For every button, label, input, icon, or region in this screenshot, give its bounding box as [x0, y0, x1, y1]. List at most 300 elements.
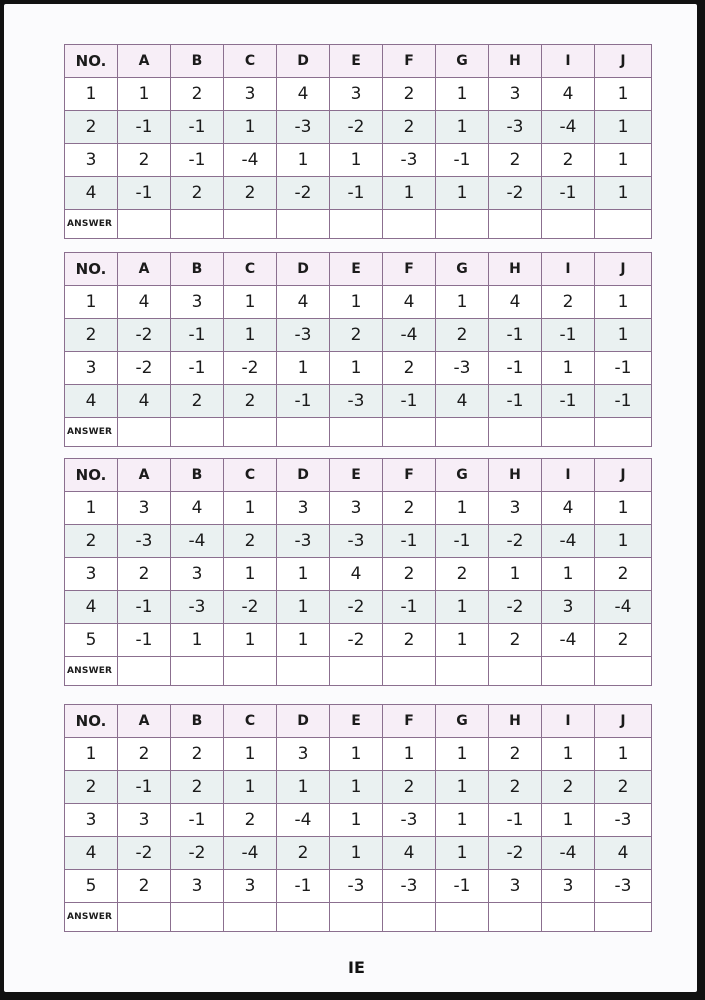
value-cell: 1 [542, 558, 595, 591]
column-header-i: I [542, 459, 595, 492]
value-cell: -4 [542, 624, 595, 657]
value-cell: -3 [383, 804, 436, 837]
value-cell: 1 [224, 492, 277, 525]
value-cell: -3 [489, 111, 542, 144]
value-cell: 3 [224, 78, 277, 111]
value-cell: -1 [436, 870, 489, 903]
value-cell: 3 [489, 870, 542, 903]
table-row [65, 804, 652, 837]
answer-cell[interactable] [542, 418, 595, 447]
number-table-1 [64, 44, 652, 239]
value-cell: -2 [489, 525, 542, 558]
column-header-j: J [595, 45, 652, 78]
value-cell: -4 [224, 144, 277, 177]
answer-cell[interactable] [595, 418, 652, 447]
value-cell: 2 [383, 111, 436, 144]
value-cell: -4 [542, 525, 595, 558]
column-header-f: F [383, 705, 436, 738]
value-cell: 1 [224, 624, 277, 657]
answer-row [65, 657, 652, 686]
value-cell: 4 [277, 78, 330, 111]
answer-cell[interactable] [595, 903, 652, 932]
value-cell: -1 [595, 352, 652, 385]
value-cell: -3 [277, 111, 330, 144]
answer-cell[interactable] [118, 657, 171, 686]
value-cell: 3 [171, 558, 224, 591]
value-cell: 2 [224, 804, 277, 837]
table-row [65, 352, 652, 385]
value-cell: 4 [383, 837, 436, 870]
row-number-cell: 5 [65, 624, 118, 657]
column-header-b: B [171, 459, 224, 492]
number-table-4 [64, 704, 652, 932]
column-header-g: G [436, 45, 489, 78]
answer-cell[interactable] [383, 210, 436, 239]
column-header-g: G [436, 459, 489, 492]
column-header-c: C [224, 253, 277, 286]
answer-cell[interactable] [224, 903, 277, 932]
value-cell: 1 [436, 286, 489, 319]
column-header-e: E [330, 45, 383, 78]
value-cell: 4 [436, 385, 489, 418]
value-cell: 2 [595, 558, 652, 591]
row-number-cell: 3 [65, 558, 118, 591]
value-cell: -2 [224, 591, 277, 624]
value-cell: 1 [436, 837, 489, 870]
answer-cell[interactable] [383, 657, 436, 686]
answer-label: ANSWER [65, 903, 118, 932]
answer-cell[interactable] [489, 418, 542, 447]
value-cell: -4 [542, 837, 595, 870]
answer-cell[interactable] [383, 903, 436, 932]
value-cell: -2 [224, 352, 277, 385]
table-header-row [65, 253, 652, 286]
value-cell: 2 [171, 771, 224, 804]
table-row [65, 492, 652, 525]
column-header-a: A [118, 459, 171, 492]
value-cell: 2 [277, 837, 330, 870]
value-cell: -3 [330, 385, 383, 418]
value-cell: -1 [330, 177, 383, 210]
value-cell: 2 [542, 144, 595, 177]
value-cell: -3 [595, 870, 652, 903]
value-cell: -1 [171, 111, 224, 144]
column-header-d: D [277, 705, 330, 738]
value-cell: 4 [330, 558, 383, 591]
value-cell: 1 [330, 144, 383, 177]
column-header-b: B [171, 705, 224, 738]
answer-cell[interactable] [330, 210, 383, 239]
answer-cell[interactable] [330, 657, 383, 686]
value-cell: -2 [118, 352, 171, 385]
value-cell: -1 [383, 591, 436, 624]
column-header-c: C [224, 45, 277, 78]
column-header-h: H [489, 705, 542, 738]
value-cell: -1 [171, 144, 224, 177]
value-cell: -1 [118, 111, 171, 144]
answer-cell[interactable] [224, 418, 277, 447]
answer-cell[interactable] [436, 210, 489, 239]
value-cell: 1 [436, 591, 489, 624]
value-cell: 1 [595, 319, 652, 352]
value-cell: 1 [436, 177, 489, 210]
column-header-no: NO. [65, 459, 118, 492]
value-cell: -3 [330, 870, 383, 903]
value-cell: -3 [118, 525, 171, 558]
table-row [65, 78, 652, 111]
column-header-e: E [330, 705, 383, 738]
value-cell: -3 [330, 525, 383, 558]
value-cell: -1 [542, 319, 595, 352]
value-cell: 2 [171, 78, 224, 111]
value-cell: -3 [277, 525, 330, 558]
value-cell: 1 [118, 78, 171, 111]
table-row [65, 144, 652, 177]
value-cell: 1 [489, 558, 542, 591]
value-cell: 1 [224, 558, 277, 591]
value-cell: 2 [330, 319, 383, 352]
answer-cell[interactable] [224, 210, 277, 239]
value-cell: -1 [383, 525, 436, 558]
value-cell: 2 [489, 144, 542, 177]
answer-cell[interactable] [224, 657, 277, 686]
answer-cell[interactable] [277, 657, 330, 686]
value-cell: -2 [277, 177, 330, 210]
value-cell: 1 [224, 771, 277, 804]
value-cell: 1 [277, 771, 330, 804]
value-cell: -1 [171, 352, 224, 385]
value-cell: -1 [542, 177, 595, 210]
answer-cell[interactable] [383, 418, 436, 447]
answer-cell[interactable] [330, 903, 383, 932]
column-header-g: G [436, 253, 489, 286]
value-cell: 3 [489, 78, 542, 111]
value-cell: 1 [330, 804, 383, 837]
value-cell: -4 [277, 804, 330, 837]
value-cell: 2 [118, 738, 171, 771]
column-header-d: D [277, 45, 330, 78]
value-cell: -2 [489, 837, 542, 870]
value-cell: 1 [330, 352, 383, 385]
column-header-e: E [330, 253, 383, 286]
answer-cell[interactable] [436, 903, 489, 932]
column-header-f: F [383, 45, 436, 78]
value-cell: 1 [383, 738, 436, 771]
value-cell: 1 [595, 492, 652, 525]
value-cell: -3 [436, 352, 489, 385]
value-cell: -2 [489, 591, 542, 624]
value-cell: 2 [489, 624, 542, 657]
value-cell: 1 [330, 771, 383, 804]
answer-cell[interactable] [277, 418, 330, 447]
value-cell: -4 [383, 319, 436, 352]
value-cell: 2 [436, 558, 489, 591]
value-cell: 2 [224, 525, 277, 558]
value-cell: 1 [595, 144, 652, 177]
value-cell: 2 [118, 558, 171, 591]
value-cell: -2 [171, 837, 224, 870]
answer-cell[interactable] [542, 657, 595, 686]
value-cell: 1 [330, 837, 383, 870]
row-number-cell: 4 [65, 591, 118, 624]
column-header-f: F [383, 253, 436, 286]
value-cell: 1 [436, 804, 489, 837]
value-cell: 2 [436, 319, 489, 352]
value-cell: 2 [118, 870, 171, 903]
row-number-cell: 1 [65, 78, 118, 111]
table-row [65, 870, 652, 903]
value-cell: -1 [171, 804, 224, 837]
value-cell: -1 [277, 870, 330, 903]
worksheet-page [4, 4, 697, 992]
answer-cell[interactable] [171, 657, 224, 686]
row-number-cell: 3 [65, 352, 118, 385]
table-row [65, 771, 652, 804]
value-cell: 1 [595, 286, 652, 319]
column-header-i: I [542, 45, 595, 78]
value-cell: -1 [118, 591, 171, 624]
column-header-b: B [171, 253, 224, 286]
column-header-a: A [118, 45, 171, 78]
row-number-cell: 4 [65, 385, 118, 418]
column-header-h: H [489, 45, 542, 78]
answer-cell[interactable] [542, 903, 595, 932]
value-cell: -1 [595, 385, 652, 418]
row-number-cell: 2 [65, 525, 118, 558]
answer-cell[interactable] [171, 903, 224, 932]
value-cell: -2 [118, 319, 171, 352]
value-cell: 1 [595, 111, 652, 144]
row-number-cell: 2 [65, 771, 118, 804]
value-cell: 3 [277, 738, 330, 771]
answer-label: ANSWER [65, 657, 118, 686]
answer-cell[interactable] [436, 418, 489, 447]
value-cell: -4 [542, 111, 595, 144]
value-cell: -1 [489, 385, 542, 418]
value-cell: -1 [436, 144, 489, 177]
value-cell: -1 [118, 177, 171, 210]
value-cell: 2 [383, 558, 436, 591]
value-cell: -1 [489, 352, 542, 385]
value-cell: -4 [224, 837, 277, 870]
value-cell: -3 [383, 144, 436, 177]
value-cell: 1 [595, 177, 652, 210]
column-header-no: NO. [65, 45, 118, 78]
row-number-cell: 1 [65, 492, 118, 525]
value-cell: -3 [171, 591, 224, 624]
value-cell: 2 [383, 624, 436, 657]
row-number-cell: 2 [65, 111, 118, 144]
column-header-c: C [224, 459, 277, 492]
column-header-a: A [118, 705, 171, 738]
value-cell: 1 [595, 738, 652, 771]
value-cell: 4 [118, 385, 171, 418]
value-cell: 2 [171, 385, 224, 418]
row-number-cell: 1 [65, 286, 118, 319]
table-header-row [65, 705, 652, 738]
answer-row [65, 418, 652, 447]
table-row [65, 286, 652, 319]
row-number-cell: 4 [65, 837, 118, 870]
answer-cell[interactable] [171, 210, 224, 239]
value-cell: 4 [118, 286, 171, 319]
column-header-b: B [171, 45, 224, 78]
value-cell: 2 [383, 771, 436, 804]
value-cell: 1 [436, 771, 489, 804]
value-cell: 3 [489, 492, 542, 525]
value-cell: -3 [277, 319, 330, 352]
value-cell: 2 [595, 771, 652, 804]
column-header-i: I [542, 705, 595, 738]
value-cell: 1 [595, 78, 652, 111]
answer-cell[interactable] [489, 903, 542, 932]
table-row [65, 319, 652, 352]
column-header-j: J [595, 253, 652, 286]
table-row [65, 111, 652, 144]
table-header-row [65, 45, 652, 78]
column-header-d: D [277, 459, 330, 492]
value-cell: 1 [436, 111, 489, 144]
value-cell: 2 [383, 78, 436, 111]
answer-cell[interactable] [489, 210, 542, 239]
answer-cell[interactable] [118, 903, 171, 932]
value-cell: -1 [436, 525, 489, 558]
value-cell: -4 [171, 525, 224, 558]
value-cell: 3 [542, 870, 595, 903]
value-cell: -2 [330, 591, 383, 624]
value-cell: -4 [595, 591, 652, 624]
value-cell: 1 [542, 804, 595, 837]
value-cell: 4 [383, 286, 436, 319]
row-number-cell: 4 [65, 177, 118, 210]
value-cell: -1 [118, 624, 171, 657]
value-cell: 4 [489, 286, 542, 319]
table-row [65, 558, 652, 591]
row-number-cell: 2 [65, 319, 118, 352]
value-cell: 3 [542, 591, 595, 624]
value-cell: -2 [118, 837, 171, 870]
answer-cell[interactable] [436, 657, 489, 686]
value-cell: 4 [542, 492, 595, 525]
value-cell: -1 [489, 804, 542, 837]
value-cell: -1 [118, 771, 171, 804]
value-cell: 1 [277, 144, 330, 177]
value-cell: 1 [277, 591, 330, 624]
value-cell: 2 [489, 771, 542, 804]
value-cell: 1 [224, 286, 277, 319]
value-cell: -2 [330, 111, 383, 144]
value-cell: -3 [383, 870, 436, 903]
column-header-c: C [224, 705, 277, 738]
value-cell: -1 [542, 385, 595, 418]
value-cell: 4 [171, 492, 224, 525]
value-cell: 3 [118, 804, 171, 837]
value-cell: 3 [171, 286, 224, 319]
answer-label: ANSWER [65, 210, 118, 239]
value-cell: 2 [595, 624, 652, 657]
row-number-cell: 5 [65, 870, 118, 903]
column-header-h: H [489, 459, 542, 492]
column-header-j: J [595, 459, 652, 492]
answer-row [65, 210, 652, 239]
table-header-row [65, 459, 652, 492]
answer-cell[interactable] [118, 418, 171, 447]
value-cell: 1 [436, 78, 489, 111]
answer-row [65, 903, 652, 932]
table-row [65, 624, 652, 657]
value-cell: 1 [277, 624, 330, 657]
column-header-a: A [118, 253, 171, 286]
value-cell: 1 [171, 624, 224, 657]
column-header-j: J [595, 705, 652, 738]
number-table-2 [64, 252, 652, 447]
answer-cell[interactable] [277, 210, 330, 239]
value-cell: -3 [595, 804, 652, 837]
table-row [65, 837, 652, 870]
answer-cell[interactable] [171, 418, 224, 447]
value-cell: 4 [542, 78, 595, 111]
value-cell: 2 [542, 771, 595, 804]
column-header-e: E [330, 459, 383, 492]
value-cell: 1 [330, 286, 383, 319]
answer-cell[interactable] [330, 418, 383, 447]
value-cell: 1 [277, 352, 330, 385]
table-row [65, 738, 652, 771]
page-number: IE [348, 958, 365, 977]
value-cell: 1 [224, 319, 277, 352]
value-cell: -1 [489, 319, 542, 352]
table-row [65, 177, 652, 210]
column-header-i: I [542, 253, 595, 286]
value-cell: 1 [595, 525, 652, 558]
answer-cell[interactable] [595, 210, 652, 239]
value-cell: 2 [542, 286, 595, 319]
value-cell: 2 [489, 738, 542, 771]
value-cell: 2 [383, 352, 436, 385]
column-header-h: H [489, 253, 542, 286]
value-cell: 1 [383, 177, 436, 210]
column-header-no: NO. [65, 705, 118, 738]
value-cell: 1 [436, 492, 489, 525]
column-header-f: F [383, 459, 436, 492]
value-cell: -1 [171, 319, 224, 352]
value-cell: 3 [330, 78, 383, 111]
value-cell: -2 [489, 177, 542, 210]
value-cell: 2 [383, 492, 436, 525]
answer-cell[interactable] [118, 210, 171, 239]
row-number-cell: 3 [65, 144, 118, 177]
value-cell: 3 [224, 870, 277, 903]
value-cell: 2 [224, 385, 277, 418]
value-cell: -2 [330, 624, 383, 657]
answer-cell[interactable] [595, 657, 652, 686]
answer-cell[interactable] [277, 903, 330, 932]
column-header-no: NO. [65, 253, 118, 286]
answer-cell[interactable] [489, 657, 542, 686]
answer-label: ANSWER [65, 418, 118, 447]
table-row [65, 385, 652, 418]
column-header-g: G [436, 705, 489, 738]
row-number-cell: 1 [65, 738, 118, 771]
value-cell: 3 [118, 492, 171, 525]
value-cell: 2 [224, 177, 277, 210]
value-cell: 1 [277, 558, 330, 591]
table-row [65, 525, 652, 558]
value-cell: 4 [277, 286, 330, 319]
value-cell: 1 [224, 738, 277, 771]
value-cell: -1 [383, 385, 436, 418]
answer-cell[interactable] [542, 210, 595, 239]
